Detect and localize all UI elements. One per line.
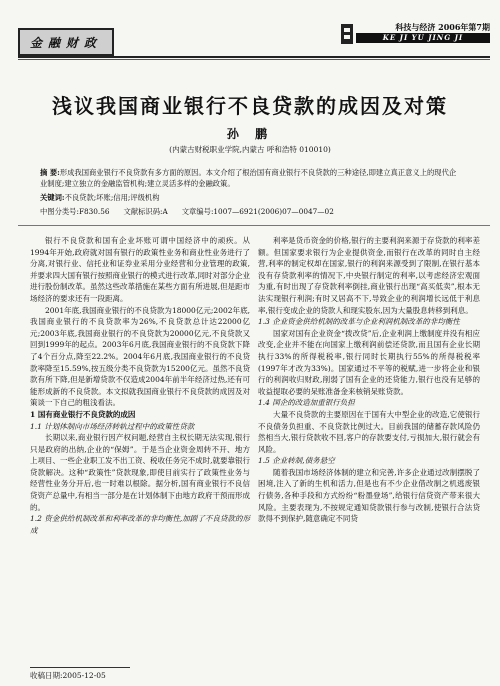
article-title: 浅议我国商业银行不良贷款的成因及对策	[52, 94, 448, 118]
clc-number: 中图分类号:F830.56	[40, 207, 110, 216]
paragraph: 国家对国有企业资金“拨改贷”后,企业利润上缴制度并没有相应改变,企业并不能在向国家上缴利润前偿还贷款,而且国有企业长期执行33%的所得税税率,银行同时长期执行55%的所得税税率(1997年才改为33%)。国家通过不平等的税赋,进一步将企业和银行的利润收归财政,削弱了国有企业的还贷能力,银行也没有足够的收益提取必要的呆账准备金来核销呆账贷款。	[258, 328, 480, 396]
left-column	[30, 235, 250, 536]
received-date: 收稿日期:2005-12-05	[30, 671, 106, 680]
subsection-heading: 1.2 资金供给机制改革和利率改革的非均衡性,加剧了不良贷款的形成	[30, 514, 250, 535]
paragraph: 大量不良贷款的主要原因在于国有大中型企业的改造,它使银行不良债务负担重、不良贷款比例过大。目前我国的储蓄存款风险仍然相当大,银行贷款收不回,客户的存款要支付,亏损加大,银行就会有风险。	[258, 409, 480, 454]
subsection-heading: 1.1 计划体制向市场经济转轨过程中的政策性贷款	[30, 421, 195, 431]
footnote-rule	[30, 667, 130, 668]
column-banner	[18, 28, 114, 56]
paragraph: 长期以来,商业银行因产权问题,经营自主权长期无法实现,银行只是政府的出纳,企业的“保姆”。于是当企业资金周转不开、地方上项目、一些企业职工发不出工资、税收任务完不成时,就要靠银行贷款解决。这种“政策性”贷款现象,即使目前实行了政策性业务与经营性业务分开后,也一时难以根除。据分析,国有商业银行不良信贷资产总量中,有相当一部分是在计划体制下由地方政府干预而形成的。	[30, 433, 250, 512]
paragraph: 银行不良贷款和国有企业坏账可谓中国经济中的顽疾。从1994年开始,政府就对国有银行的政策性业务和商业性业务进行了分离,对银行业、信托业和证券业采用分业经营和分业管理的政策,并要求四大国有银行按照商业银行的模式进行改革,同时对部分企业进行股份制改革。虽然这些改革措施在某些方面有所进展,但是距市场经济的要求还有一段距离。	[30, 236, 250, 303]
document-code: 文献标识码:A	[123, 207, 168, 216]
header-rule	[18, 56, 490, 58]
author: 孙 鹏	[226, 127, 274, 141]
keywords-text: 不良贷款;坏账;信用;评级机构	[64, 193, 160, 202]
abstract-text: 形成我国商业银行不良贷款有多方面的原因。本文介绍了根治国有商业银行不良贷款的三种途径,即建立真正意义上的现代企业制度;建立独立的金融监管机构;建立灵活多样的金融政策。	[40, 168, 457, 188]
keywords-label: 关键词:	[40, 193, 65, 202]
subsection-heading: 1.3 企业资金供给机制的改革与企业利润机制改革的非均衡性	[258, 317, 460, 327]
journal-name: 科技与经济 2006年第7期	[395, 22, 490, 32]
classification-row	[40, 207, 460, 217]
affiliation: (内蒙古财税职业学院,内蒙古 呼和浩特 010010)	[169, 145, 331, 154]
journal-subtitle: KE JI YU JING JI	[356, 33, 490, 43]
subsection-heading: 1.5 企业转制,债务悬空	[258, 456, 335, 466]
section-heading: 1 国有商业银行不良贷款的成因	[30, 409, 136, 419]
paragraph: 随着我国市场经济体制的建立和完善,许多企业通过改制摆脱了困境,注入了新的生机和活力,但是也有不少企业借改制之机逃废银行债务,各种手段和方式纷纷“粉墨登场”,给银行信贷资产带来很大风险。主要表现为,不按规定通知贷款银行参与改制,使银行合法贷款得不到保护,随意确定不同贷	[258, 467, 480, 524]
body-rule	[18, 225, 490, 226]
paragraph: 利率是货币资金的价格,银行的主要利润来源于存贷款的利率差额。但国家要求银行为企业提供资金,而银行在改革的同时自主经营,利率的制定权却在国家,银行的利润来源受到了限制,在银行基本没有存贷款利率的情况下,中央银行制定的利率,以考虑经济宏观面为重,有时出现了存贷款利率倒挂,商业银行出现“高买低卖”,根本无法实现银行利润;有时又居高不下,导致企业的利润增长远低于利息率,银行变成企业的贷款人和现实股东,因为大量股息转移到利息。	[258, 236, 480, 315]
journal-logo-icon	[340, 22, 354, 46]
column-label: 金融财政	[29, 35, 102, 50]
paragraph: 2001年底,我国商业银行的不良贷款为18000亿元;2002年底,我国商业银行的不良贷款率为26%,不良贷款总计达22000亿元;2003年底,我国商业银行的不良贷款为20000亿元,不良贷款又回到1999年的起点。2003年6月底,我国商业银行的不良贷款下降了4个百分点,降至22.2%。2004年6月底,我国商业银行的不良贷款率降至15.59%,按五级分类不良贷款为15200亿元。虽然不良贷款有所下降,但是新增贷款不仅造成2004年前半年经济过热,还有可能形成新的不良贷款。本文拟就我国商业银行不良贷款的成因及对策谈一下自己的粗浅看法。	[30, 305, 250, 408]
keywords	[40, 193, 460, 203]
article-number: 文章编号:1007—6921(2006)07—0047—02	[181, 207, 334, 216]
abstract-label: 摘 要:	[40, 168, 60, 177]
right-column	[258, 235, 480, 525]
header-rule-thin	[18, 59, 490, 60]
subsection-heading: 1.4 国企的改造加重银行负担	[258, 398, 355, 408]
abstract	[40, 167, 460, 189]
